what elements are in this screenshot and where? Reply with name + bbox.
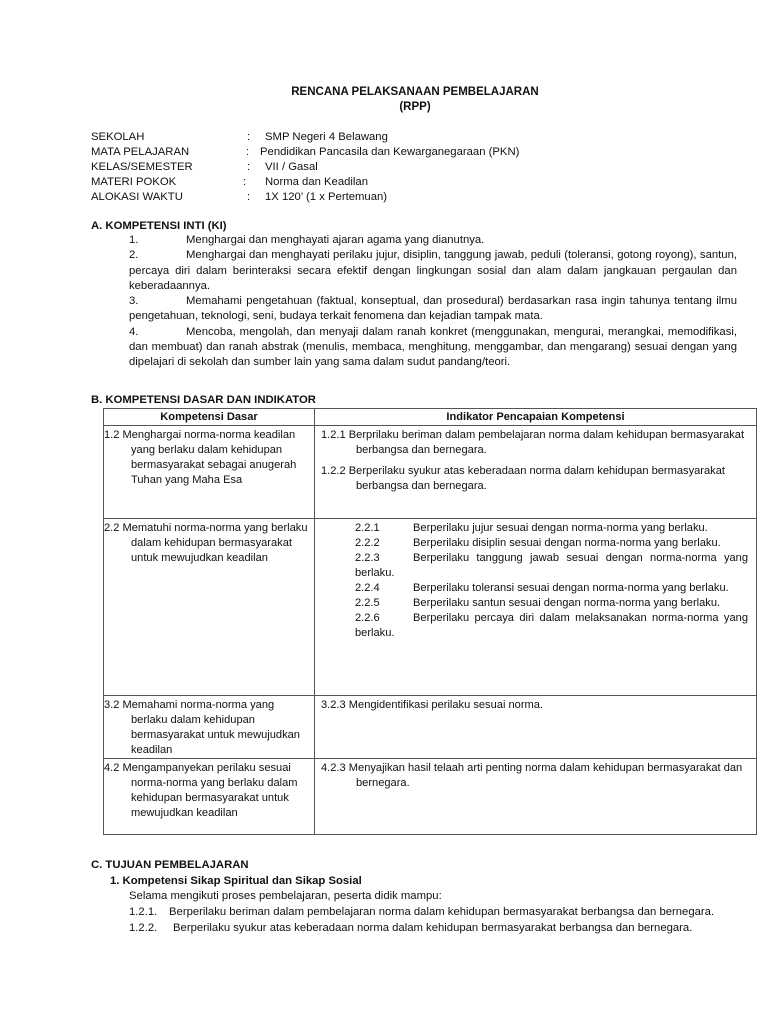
kd-text: 3.2 Memahami norma-norma yang berlaku dalam kehidupan bermasyarakat untuk mewujudkan keadilan — [104, 699, 300, 756]
indicator-text: Mengidentifikasi perilaku sesuai norma. — [348, 699, 544, 711]
ki-text: Menghargai dan menghayati ajaran agama yang dianutnya. — [186, 234, 485, 246]
indicator-text: Berperilaku tanggung jawab sesuai dengan norma-norma yang berlaku. — [355, 552, 748, 579]
indicator-number: 1.2.1 — [321, 429, 346, 441]
kd-text: 2.2 Mematuhi norma-norma yang berlaku dalam kehidupan bermasyarakat untuk mewujudkan keadilan — [104, 522, 308, 564]
objective-item — [129, 905, 737, 920]
ki-text: Memahami pengetahuan (faktual, konseptual, dan prosedural) berdasarkan rasa ingin tahunya tentang ilmu pengetahuan, teknologi, seni, budaya terkait fenomena dan kejadian tampak mata. — [129, 295, 737, 323]
indicator-number: 2.2.3 — [355, 552, 380, 564]
column-header-indicator: Indikator Pencapaian Kompetensi — [315, 409, 757, 426]
table-header-row — [104, 409, 757, 426]
kd-cell — [104, 519, 315, 696]
identity-colon: : — [246, 146, 250, 158]
table-row — [104, 759, 757, 835]
objective-number: 1.2.1. — [129, 906, 158, 918]
identity-value: Pendidikan Pancasila dan Kewarganegaraan (PKN) — [260, 146, 520, 158]
indicator-item — [355, 551, 748, 581]
identity-value: 1X 120’ (1 x Pertemuan) — [265, 191, 388, 203]
section-b-heading: B. KOMPETENSI DASAR DAN INDIKATOR — [91, 394, 316, 406]
indicator-number: 1.2.2 — [321, 465, 346, 477]
indicator-item — [321, 464, 752, 494]
ki-item — [129, 233, 737, 248]
identity-label: KELAS/SEMESTER — [91, 161, 193, 173]
section-c-objectives — [129, 905, 737, 937]
objective-item — [129, 921, 737, 936]
section-c-subheading: 1. Kompetensi Sikap Spiritual dan Sikap Sosial — [110, 875, 362, 887]
kd-cell — [104, 759, 315, 835]
identity-colon: : — [243, 176, 247, 188]
identity-label: SEKOLAH — [91, 131, 145, 143]
ki-item — [129, 325, 737, 371]
indicator-cell — [315, 426, 757, 519]
identity-label: MATERI POKOK — [91, 176, 177, 188]
kd-text: 1.2 Menghargai norma-norma keadilan yang berlaku dalam kehidupan bermasyarakat sebagai anugerah Tuhan yang Maha Esa — [104, 429, 297, 486]
document-title: RENCANA PELAKSANAAN PEMBELAJARAN — [291, 86, 539, 98]
indicator-item — [321, 428, 752, 458]
section-a-heading: A. KOMPETENSI INTI (KI) — [91, 220, 227, 232]
indicator-number: 4.2.3 — [321, 762, 346, 774]
indicator-text: Berperilaku toleransi sesuai dengan norma-norma yang berlaku. — [413, 582, 729, 594]
ki-number: 2. — [129, 249, 139, 262]
column-header-kd: Kompetensi Dasar — [104, 409, 315, 426]
table-row — [104, 519, 757, 696]
indicator-item — [355, 596, 748, 611]
ki-number: 3. — [129, 295, 139, 308]
kd-indicator-table — [103, 408, 757, 835]
indicator-cell — [315, 759, 757, 835]
table-row — [104, 696, 757, 759]
section-c-heading: C. TUJUAN PEMBELAJARAN — [91, 859, 249, 871]
indicator-number: 2.2.2 — [355, 537, 380, 549]
ki-number: 4. — [129, 325, 139, 338]
indicator-text: Menyajikan hasil telaah arti penting norma dalam kehidupan bermasyarakat dan bernegara. — [348, 762, 743, 789]
ki-number: 1. — [129, 234, 139, 246]
indicator-text: Berperilaku percaya diri dalam melaksanakan norma-norma yang berlaku. — [355, 612, 748, 639]
indicator-text: Berperilaku santun sesuai dengan norma-norma yang berlaku. — [413, 597, 721, 609]
identity-value: SMP Negeri 4 Belawang — [265, 131, 388, 143]
indicator-text: Berperilaku disiplin sesuai dengan norma-norma yang berlaku. — [413, 537, 721, 549]
identity-label: ALOKASI WAKTU — [91, 191, 183, 203]
kd-cell — [104, 426, 315, 519]
identity-label: MATA PELAJARAN — [91, 146, 190, 158]
indicator-cell — [315, 519, 757, 696]
indicator-number: 2.2.5 — [355, 597, 380, 609]
table-row — [104, 426, 757, 519]
kd-cell — [104, 696, 315, 759]
indicator-number: 2.2.4 — [355, 582, 380, 594]
ki-item — [129, 248, 737, 294]
indicator-item — [321, 698, 752, 713]
identity-colon: : — [247, 131, 251, 143]
identity-value: Norma dan Keadilan — [265, 176, 368, 188]
section-c-intro: Selama mengikuti proses pembelajaran, peserta didik mampu: — [129, 890, 442, 902]
indicator-number: 2.2.6 — [355, 612, 380, 624]
indicator-item — [355, 536, 748, 551]
indicator-item — [355, 581, 748, 596]
indicator-item — [321, 761, 752, 791]
indicator-item — [355, 521, 748, 536]
kd-text: 4.2 Mengampanyekan perilaku sesuai norma-norma yang berlaku dalam kehidupan bermasyarakat untuk mewujudkan keadilan — [104, 762, 298, 819]
indicator-number: 3.2.3 — [321, 699, 346, 711]
objective-number: 1.2.2. — [129, 922, 158, 935]
document-subtitle: (RPP) — [399, 101, 431, 113]
objective-text: Berperilaku syukur atas keberadaan norma dalam kehidupan bermasyarakat berbangsa dan bernegara. — [173, 922, 693, 935]
identity-colon: : — [247, 161, 251, 173]
indicator-item — [355, 611, 748, 641]
ki-text: Menghargai dan menghayati perilaku jujur, disiplin, tanggung jawab, peduli (toleransi, gotong royong), santun, percaya diri dalam berinteraksi secara efektif dengan lingkungan sosial dan alam dalam jangkauan pergaulan dan keberadaannya. — [129, 249, 737, 292]
objective-text: Berperilaku beriman dalam pembelajaran norma dalam kehidupan bermasyarakat berbangsa dan bernegara. — [169, 906, 715, 918]
ki-list — [129, 233, 737, 371]
indicator-cell — [315, 696, 757, 759]
indicator-number: 2.2.1 — [355, 522, 380, 534]
ki-item — [129, 294, 737, 325]
identity-value: VII / Gasal — [265, 161, 318, 173]
ki-text: Mencoba, mengolah, dan menyaji dalam ranah konkret (menggunakan, mengurai, merangkai, memodifikasi, dan membuat) dan ranah abstrak (menulis, membaca, menghitung, menggambar, dan mengarang) sesuai dengan yang dipelajari di sekolah dan sumber lain yang sama dalam sudut pandang/teori. — [129, 325, 737, 369]
indicator-text: Berperilaku jujur sesuai dengan norma-norma yang berlaku. — [413, 522, 708, 534]
indicator-text: Berprilaku beriman dalam pembelajaran norma dalam kehidupan bermasyarakat berbangsa dan bernegara. — [348, 429, 745, 456]
indicator-text: Berperilaku syukur atas keberadaan norma dalam kehidupan bermasyarakat berbangsa dan bernegara. — [348, 465, 725, 492]
identity-colon: : — [247, 191, 251, 203]
